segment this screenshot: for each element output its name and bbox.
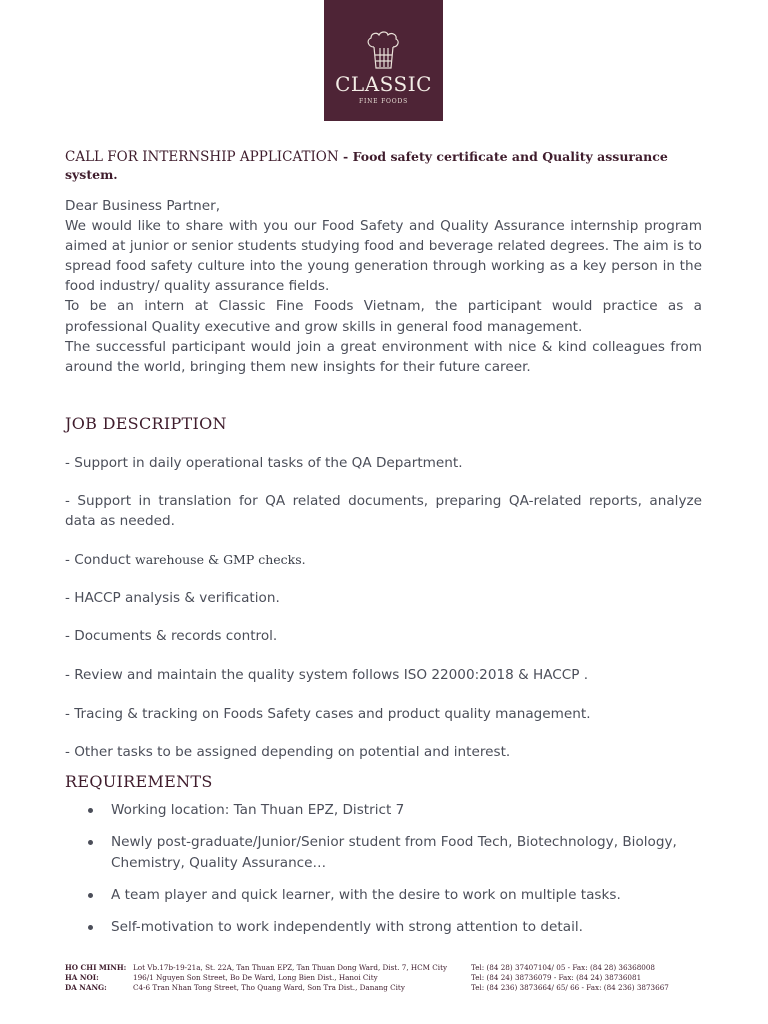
- requirement-text: Self-motivation to work independently with strong attention to detail.: [111, 919, 583, 935]
- footer-city: DA NANG:: [65, 983, 107, 992]
- footer-city: HA NOI:: [65, 973, 99, 982]
- footer-city: HO CHI MINH:: [65, 963, 127, 972]
- job-item: - Documents & records control.: [65, 628, 278, 644]
- intro-section: [65, 196, 702, 377]
- bullet-icon: [88, 840, 93, 845]
- requirement-text: Working location: Tan Thuan EPZ, District 7: [111, 802, 405, 818]
- logo-tagline: FINE FOODS: [359, 98, 408, 105]
- job-item: [65, 550, 702, 570]
- footer-tel: Tel: (84 28) 37407104/ 05 - Fax: (84 28) 36368008: [471, 963, 655, 972]
- page-title: [65, 148, 705, 184]
- greeting: Dear Business Partner,: [65, 198, 221, 214]
- job-item: - HACCP analysis & verification.: [65, 590, 280, 606]
- bullet-icon: [88, 925, 93, 930]
- footer-tel: Tel: (84 24) 38736079 - Fax: (84 24) 38736081: [471, 973, 642, 982]
- footer-address: Lot Vb.17b-19-21a, St. 22A, Tan Thuan EPZ, Tan Thuan Dong Ward, Dist. 7, HCM City: [133, 963, 448, 972]
- job-item: - Tracing & tracking on Foods Safety cases and product quality management.: [65, 706, 591, 722]
- title-sub: - Food safety certificate and Quality assurance system.: [65, 149, 668, 182]
- job-item: - Review and maintain the quality system follows ISO 22000:2018 & HACCP .: [65, 667, 589, 683]
- requirement-text: Newly post-graduate/Junior/Senior student from Food Tech, Biotechnology, Biology, Chemistry, Quality Assurance…: [111, 834, 677, 871]
- footer-address: C4-6 Tran Nhan Tong Street, Tho Quang Ward, Son Tra Dist., Danang City: [133, 983, 405, 992]
- footer-row-danang: [65, 983, 745, 993]
- job-item: - Other tasks to be assigned depending on potential and interest.: [65, 744, 511, 760]
- footer-addresses: [65, 963, 745, 993]
- job-item-suffix: warehouse & GMP checks.: [135, 552, 306, 567]
- intro-paragraph-2: To be an intern at Classic Fine Foods Vietnam, the participant would practice as a professional Quality executive and grow skills in general food management.: [65, 298, 702, 335]
- logo-brand: CLASSIC: [335, 72, 432, 96]
- intro-paragraph-1: We would like to share with you our Food Safety and Quality Assurance internship program aimed at junior or senior students studying food and beverage related degrees. The aim is to spread food safety culture into the young generation through working as a key person in the food industry/ quality assurance fields.: [65, 218, 702, 295]
- requirement-text: A team player and quick learner, with the desire to work on multiple tasks.: [111, 887, 621, 903]
- footer-address: 196/1 Nguyen Son Street, Bo De Ward, Long Bien Dist., Hanoi City: [133, 973, 378, 982]
- footer-row-hcm: [65, 963, 745, 973]
- bullet-icon: [88, 808, 93, 813]
- title-main: CALL FOR INTERNSHIP APPLICATION: [65, 149, 339, 165]
- intro-paragraph-3: The successful participant would join a great environment with nice & kind colleagues from around the world, bringing them new insights for their future career.: [65, 338, 702, 375]
- job-item: - Support in translation for QA related documents, preparing QA-related reports, analyze data as needed.: [65, 493, 702, 529]
- job-item-prefix: - Conduct: [65, 552, 136, 568]
- footer-row-hanoi: [65, 973, 745, 983]
- bullet-icon: [88, 893, 93, 898]
- job-description-heading: JOB DESCRIPTION: [65, 414, 227, 433]
- requirements-heading: REQUIREMENTS: [65, 772, 213, 791]
- job-item: - Support in daily operational tasks of the QA Department.: [65, 455, 463, 471]
- footer-tel: Tel: (84 236) 3873664/ 65/ 66 - Fax: (84 236) 3873667: [471, 983, 669, 992]
- company-logo: [324, 0, 443, 121]
